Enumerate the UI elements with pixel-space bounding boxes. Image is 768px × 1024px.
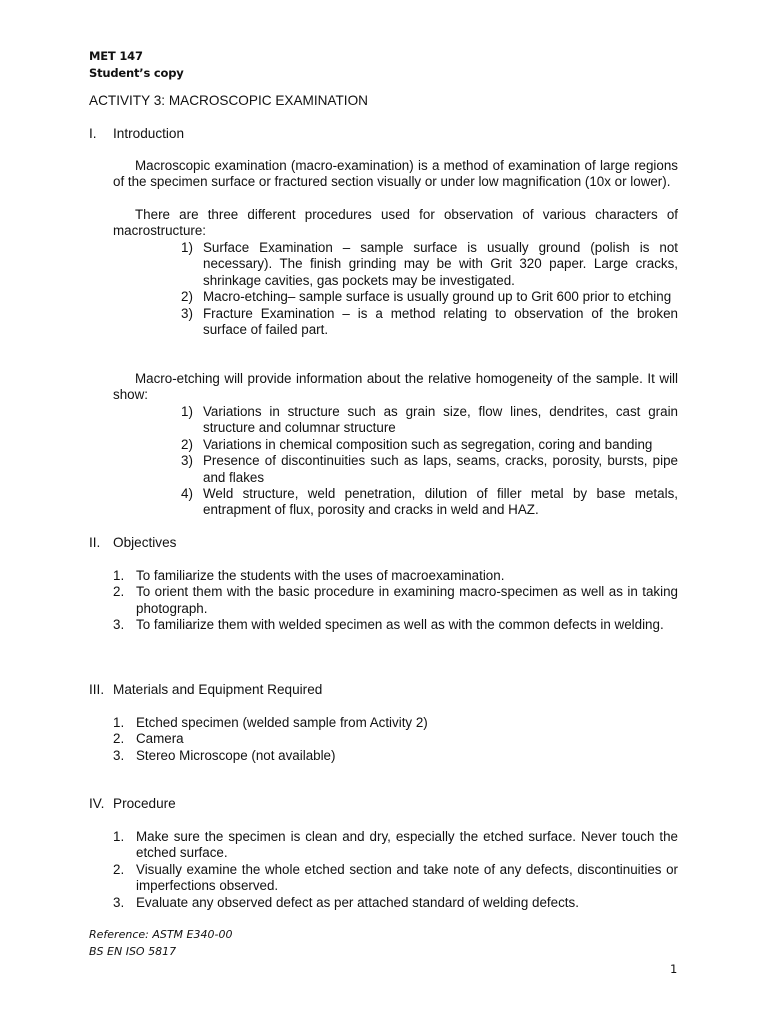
list-item: 1) Variations in structure such as grain size, flow lines, dendrites, cast grain structure and columnar structure [181, 404, 678, 436]
list-item: 2. To orient them with the basic procedure in examining macro-specimen as well as in taking photograph. [113, 584, 678, 616]
materials-heading-text: Materials and Equipment Required [113, 682, 323, 697]
procedure-list [113, 829, 678, 911]
objectives-list [113, 568, 678, 634]
list-item: 3. Evaluate any observed defect as per attached standard of welding defects. [113, 894, 579, 910]
list-item: 4) Weld structure, weld penetration, dilution of filler metal by base metals, entrapment of flux, porosity and cracks in weld and HAZ. [181, 486, 678, 518]
intro-heading-text: Introduction [113, 126, 185, 141]
course-code: MET 147 [89, 49, 143, 63]
etching-shows-list [181, 404, 678, 519]
objectives-heading [89, 535, 177, 551]
list-item: 1) Surface Examination – sample surface is usually ground (polish is not necessary). The finish grinding may be with Grit 320 paper. Large cracks, shrinkage cavities, gas pockets may be investigated. [181, 240, 678, 288]
list-item: 2) Macro-etching– sample surface is usually ground up to Grit 600 prior to etching [181, 289, 672, 305]
list-item: 2) Variations in chemical composition such as segregation, coring and banding [181, 436, 653, 452]
page-title: ACTIVITY 3: MACROSCOPIC EXAMINATION [89, 93, 368, 108]
intro-paragraph-1: Macroscopic examination (macro-examination) is a method of examination of large regions of the specimen surface or fractured section visually or under low magnification (10x or lower). [113, 158, 678, 190]
page-number: 1 [670, 962, 678, 976]
reference-line-1: Reference: ASTM E340-00 [89, 928, 233, 941]
intro-heading-num: I. [89, 126, 97, 141]
materials-list [113, 715, 678, 764]
list-item: 1. Make sure the specimen is clean and dry, especially the etched surface. Never touch the etched surface. [113, 829, 678, 861]
procedure-heading-text: Procedure [113, 796, 176, 811]
objectives-heading-text: Objectives [113, 535, 177, 550]
list-item: 3. To familiarize them with welded specimen as well as with the common defects in welding. [113, 617, 664, 633]
list-item: 3) Presence of discontinuities such as laps, seams, cracks, porosity, bursts, pipe and flakes [181, 453, 678, 485]
procedure-heading-num: IV. [89, 796, 105, 811]
list-item: 2. Visually examine the whole etched section and take note of any defects, discontinuities or imperfections observed. [113, 861, 678, 894]
list-item: 3) Fracture Examination – is a method relating to observation of the broken surface of failed part. [181, 305, 678, 338]
procedures-list [181, 240, 678, 338]
intro-paragraph-3: Macro-etching will provide information about the relative homogeneity of the sample. It will show: [113, 371, 678, 403]
objectives-heading-num: II. [89, 535, 101, 550]
list-item: 1. Etched specimen (welded sample from Activity 2) [113, 715, 428, 730]
reference-line-2: BS EN ISO 5817 [89, 945, 177, 958]
procedure-heading [89, 796, 176, 812]
materials-heading [89, 682, 323, 698]
list-item: 2. Camera [113, 731, 184, 747]
intro-heading [89, 126, 185, 142]
intro-paragraph-2: There are three different procedures used for observation of various characters of macrostructure: [113, 207, 678, 239]
copy-label: Student’s copy [89, 66, 184, 80]
materials-heading-num: III. [89, 682, 105, 697]
list-item: 1. To familiarize the students with the uses of macroexamination. [113, 568, 505, 583]
list-item: 3. Stereo Microscope (not available) [113, 747, 336, 763]
